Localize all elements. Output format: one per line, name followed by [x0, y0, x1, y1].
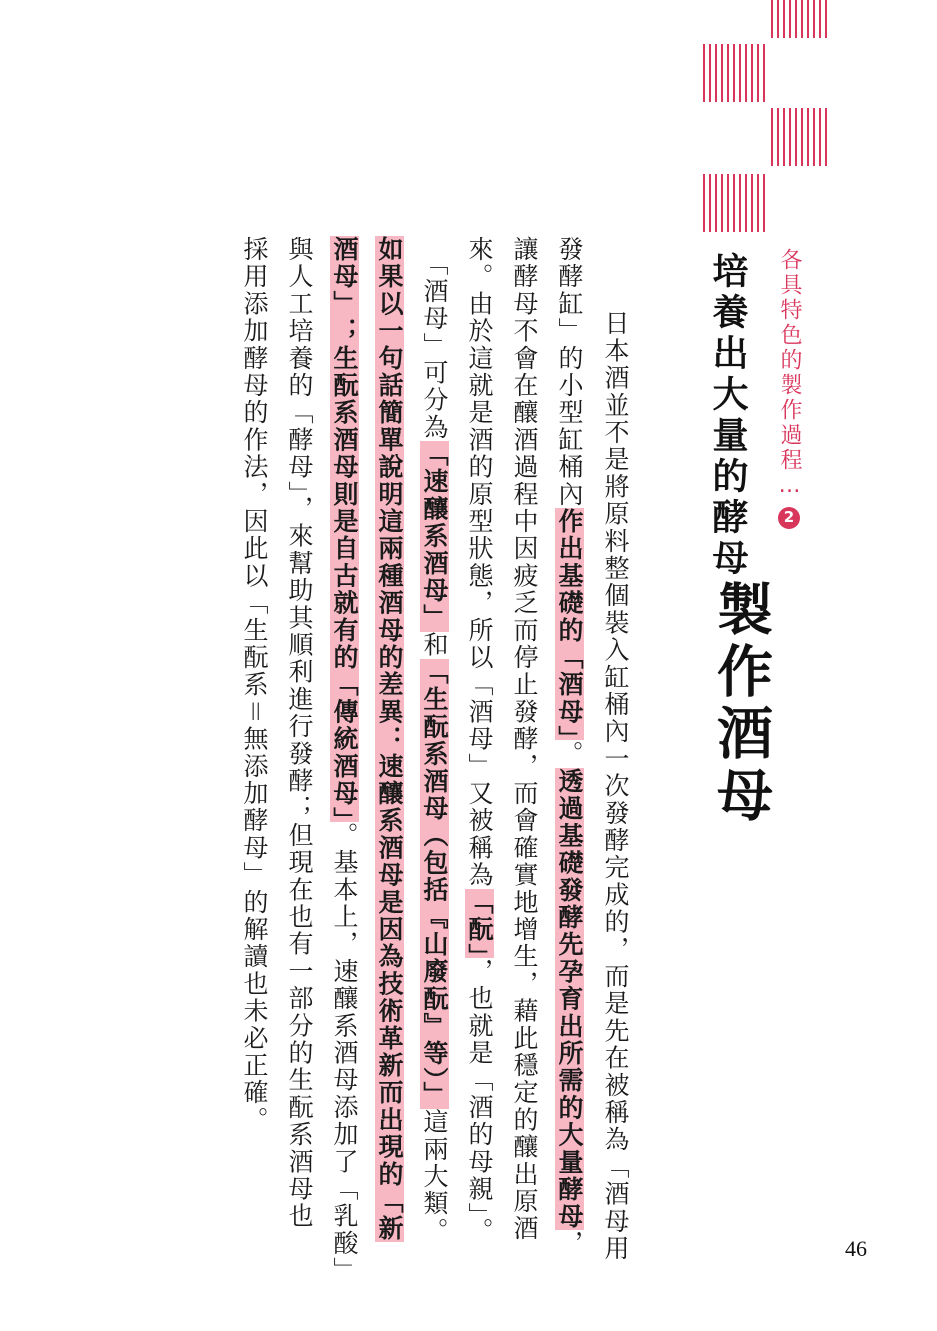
series-number-badge: 2	[780, 507, 798, 529]
highlighted-text: 「酛」	[465, 888, 494, 958]
body-column-3	[512, 236, 537, 1242]
stripe-block-top	[772, 0, 826, 38]
body-column-8	[287, 236, 312, 1230]
stripe-block-bottom	[704, 174, 764, 232]
series-label	[774, 248, 805, 529]
body-text: ，	[555, 1229, 584, 1258]
body-column-5	[422, 236, 447, 1245]
stripe-block-mid-left	[704, 44, 764, 102]
highlighted-text: 「生酛系酒母（包括『山廢酛』等）」	[420, 658, 449, 1109]
body-text: 採用添加酵母的作法，因此以「生酛系＝無添加酵母」的解讀也未必正確。	[240, 236, 269, 1134]
highlighted-text: 透過基礎發酵先孕育出所需的大量酵母	[555, 767, 584, 1230]
body-column-7	[332, 236, 357, 1284]
body-text: 日本酒並不是將原料整個裝入缸桶內一次發酵完成的，而是先在被稱為「酒母用	[601, 283, 630, 1263]
stripe-block-mid-right	[772, 108, 826, 166]
body-column-1	[603, 283, 628, 1262]
body-text: 這兩大類。	[420, 1108, 449, 1245]
body-text: 「酒母」可分為	[420, 236, 449, 442]
body-column-6	[377, 236, 402, 1242]
chapter-title: 製作酒母	[708, 580, 773, 828]
body-text: 發酵缸」的小型缸桶內	[555, 236, 584, 508]
body-text: 與人工培養的「酵母」，來幫助其順利進行發酵；但現在也有一部分的生酛系酒母也	[285, 236, 314, 1230]
body-column-9	[242, 236, 267, 1134]
highlighted-text: 如果以一句話簡單說明這兩種酒母的差異：速釀系酒母是因為技術革新而出現的「新	[375, 236, 404, 1243]
series-label-text: 各具特色的製作過程…	[777, 248, 802, 501]
highlighted-text: 酒母」；生酛系酒母則是自古就有的「傳統酒母」	[330, 236, 359, 822]
highlighted-text: 「速釀系酒母」	[420, 441, 449, 632]
body-text: 來。由於這就是酒的原型狀態，所以「酒母」又被稱為	[465, 236, 494, 889]
body-column-4	[467, 236, 492, 1245]
body-text: 。基本上，速釀系酒母添加了「乳酸」	[330, 821, 359, 1285]
body-text: 。	[555, 740, 584, 768]
body-text: 和	[420, 631, 449, 659]
highlighted-text: 作出基礎的「酒母」	[555, 508, 584, 741]
body-column-2	[557, 236, 582, 1257]
body-text: ，也就是「酒的母親」。	[465, 957, 494, 1245]
page-number: 46	[845, 1236, 867, 1261]
body-text: 讓酵母不會在釀酒過程中因疲乏而停止發酵，而會確實地增生，藉此穩定的釀出原酒	[510, 236, 539, 1243]
decorative-stripes	[0, 0, 937, 240]
chapter-subtitle: 培養出大量的酵母	[707, 252, 748, 580]
